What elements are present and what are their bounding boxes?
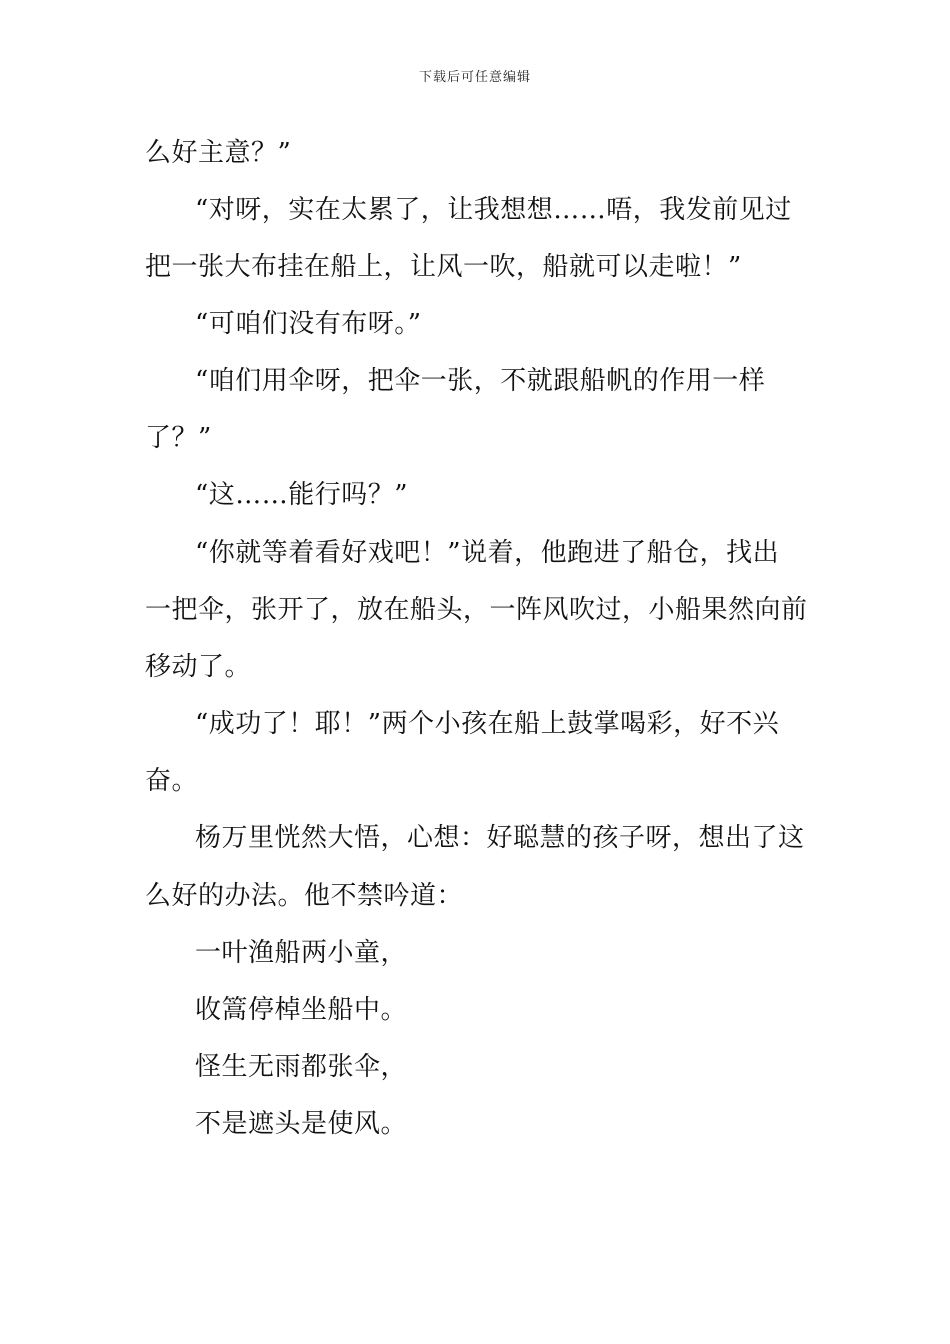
text-line: “成功了！耶！”两个小孩在船上鼓掌喝彩，好不兴 [195, 709, 780, 739]
text-line: “这……能行吗？” [195, 480, 409, 510]
text-line: “对呀，实在太累了，让我想想……唔，我发前见过 [195, 195, 792, 225]
poem-line: 不是遮头是使风。 [195, 1109, 408, 1139]
text-line: “你就等着看好戏吧！”说着，他跑进了船仓，找出 [195, 538, 780, 568]
text-line: “咱们用伞呀，把伞一张，不就跟船帆的作用一样 [195, 366, 766, 396]
text-line: 么好的办法。他不禁吟道： [145, 881, 464, 911]
text-line: 了？” [145, 423, 212, 453]
text-line: 把一张大布挂在船上，让风一吹，船就可以走啦！” [145, 252, 742, 282]
text-line: “可咱们没有布呀。” [195, 309, 422, 339]
text-line: 么好主意？” [145, 138, 292, 168]
text-line: 移动了。 [145, 652, 252, 682]
text-line: 奋。 [145, 766, 199, 796]
poem-line: 一叶渔船两小童， [195, 938, 408, 968]
text-line: 一把伞，张开了，放在船头，一阵风吹过，小船果然向前 [145, 595, 808, 625]
page-header: 下载后可任意编辑 [418, 70, 531, 85]
poem-line: 收篙停棹坐船中。 [195, 995, 408, 1025]
poem-line: 怪生无雨都张伞， [195, 1052, 408, 1082]
text-line: 杨万里恍然大悟，心想：好聪慧的孩子呀，想出了这 [195, 823, 805, 853]
